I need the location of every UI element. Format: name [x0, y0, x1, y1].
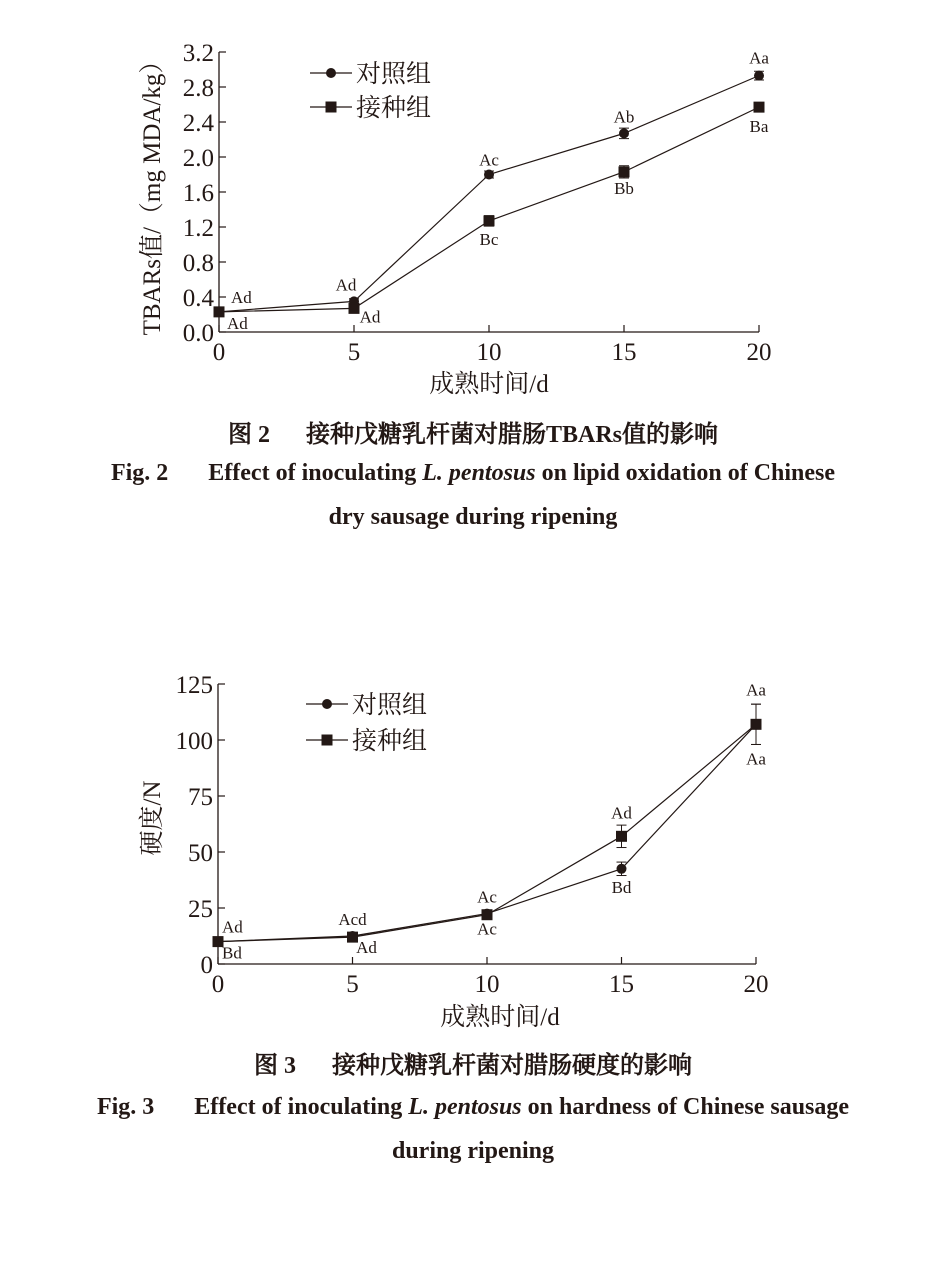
fig3-caption-en-species: L. pentosus [408, 1094, 522, 1120]
chart2-x-tick-label: 20 [743, 971, 769, 998]
chart2-series-2-data-label: Ad [611, 803, 632, 823]
chart1-series-1-data-label: Ad [231, 287, 252, 307]
chart1-series-1-point [754, 71, 764, 81]
chart1-y-tick-label: 0.0 [182, 320, 214, 347]
chart2-series-1-data-label: Ad [222, 917, 243, 937]
chart2-y-tick-label: 50 [188, 840, 213, 867]
fig3-caption-en-line2 [0, 1138, 946, 1165]
chart1-series-2-point [484, 215, 495, 226]
fig3-caption-cn-number: 图 3 [254, 1053, 296, 1079]
chart1-y-tick-label: 2.0 [182, 145, 214, 172]
chart1-x-axis-title: 成熟时间/d [429, 371, 549, 398]
chart1-series-1-point [484, 170, 494, 180]
chart1-series-2-point [349, 303, 360, 314]
fig3-caption-en-number: Fig. 3 [96, 1094, 155, 1120]
fig2-caption-cn-title: 接种戊糖乳杆菌对腊肠TBARs值的影响 [305, 422, 719, 448]
chart1-series-1-line [219, 76, 759, 312]
chart2-series-1-data-label: Ac [477, 887, 497, 907]
chart2-series-2-data-label: Ac [477, 919, 497, 939]
chart2-series-2-point [482, 909, 493, 920]
chart2-legend-marker-2 [322, 735, 333, 746]
fig3-caption-cn-title: 接种戊糖乳杆菌对腊肠硬度的影响 [332, 1053, 692, 1079]
chart2-legend-label-2: 接种组 [352, 728, 428, 755]
fig3-caption-cn [0, 1045, 946, 1080]
fig2-caption-en-text-b: on lipid oxidation of Chinese [535, 460, 836, 486]
chart2-series-2-data-label: Ad [356, 938, 377, 958]
chart2-series-2-data-label: Bd [222, 943, 242, 963]
chart1-x-tick-label: 0 [212, 339, 226, 366]
fig2-caption-en-text-a: Effect of inoculating [208, 460, 423, 486]
fig2-caption-en-number: Fig. 2 [110, 460, 169, 486]
fig3-caption-en-text-a: Effect of inoculating [194, 1094, 409, 1120]
chart2-x-tick-label: 10 [474, 971, 500, 998]
chart1-y-tick-label: 2.4 [182, 110, 214, 137]
chart1-series-2-data-label: Ad [227, 313, 248, 333]
chart1-series-2-point [619, 166, 630, 177]
chart1-series-2-data-label: Bb [614, 178, 634, 198]
chart2-x-tick-label: 15 [609, 971, 634, 998]
chart1-series-2-data-label: Bc [479, 229, 499, 249]
chart2-y-axis-title: 硬度/N [139, 780, 166, 856]
fig2-caption-en-line2 [0, 504, 946, 531]
chart2-y-tick-label: 0 [200, 952, 213, 979]
chart1-legend-marker-1 [326, 68, 336, 78]
fig2-caption-en-line2-text: dry sausage during ripening [328, 504, 618, 530]
chart2-y-tick-label: 125 [175, 672, 213, 699]
chart1-x-tick-label: 15 [611, 339, 637, 366]
chart2-series-1-point [617, 864, 627, 874]
fig2-caption-cn [0, 414, 946, 449]
chart1-y-tick-label: 0.8 [182, 250, 214, 277]
chart1-series-1-data-label: Ad [335, 275, 357, 295]
chart1-y-axis-title: TBARs值/（mg MDA/kg） [139, 48, 166, 336]
chart1-series-1-data-label: Aa [749, 48, 769, 68]
fig2-caption-en-species: L. pentosus [422, 460, 536, 486]
chart1-series-2-data-label: Ba [749, 117, 769, 137]
chart2-series-2-point [751, 719, 762, 730]
chart1-y-tick-label: 3.2 [182, 40, 214, 67]
chart1-x-tick-label: 5 [347, 339, 361, 366]
chart1-y-tick-label: 2.8 [182, 75, 214, 102]
chart1-series-2-point [214, 306, 225, 317]
chart2-x-tick-label: 0 [211, 971, 225, 998]
chart2-x-axis-title: 成熟时间/d [440, 1004, 560, 1031]
chart2-series-2-point [616, 831, 627, 842]
chart1-series-2-data-label: Ad [359, 307, 381, 327]
chart1-series-1-data-label: Ab [613, 107, 635, 127]
fig2-caption-cn-number: 图 2 [227, 422, 270, 448]
chart1-x-tick-label: 20 [746, 339, 772, 366]
chart1-series-1-data-label: Ac [479, 150, 499, 170]
chart1-legend-marker-2 [326, 102, 337, 113]
fig3-caption-en-line2-text: during ripening [391, 1138, 555, 1164]
chart2-legend-marker-1 [322, 699, 332, 709]
chart1-legend-label-1: 对照组 [356, 61, 432, 88]
chart2-y-tick-label: 100 [175, 728, 213, 755]
chart1-legend-label-2: 接种组 [356, 95, 432, 122]
chart1-series-1-point [619, 128, 629, 138]
fig3-caption-en [0, 1094, 946, 1121]
chart1-x-tick-label: 10 [476, 339, 502, 366]
chart1-y-tick-label: 1.6 [182, 180, 214, 207]
fig2-caption-en [0, 460, 946, 487]
chart2-series-1-data-label: Aa [746, 680, 766, 700]
chart2-series-1-data-label: Bd [611, 877, 632, 897]
chart2-y-tick-label: 25 [188, 896, 213, 923]
chart2-series-1-data-label: Acd [338, 910, 367, 929]
chart1-series-2-point [754, 102, 765, 113]
chart2-legend-label-1: 对照组 [352, 692, 428, 719]
chart1-y-tick-label: 1.2 [182, 215, 214, 242]
chart2-series-2-data-label: Aa [746, 749, 766, 769]
chart2-x-tick-label: 5 [346, 971, 359, 998]
fig3-caption-en-text-b: on hardness of Chinese sausage [521, 1094, 850, 1120]
chart2-y-tick-label: 75 [188, 784, 213, 811]
chart1-series-2-line [219, 107, 759, 312]
chart1-y-tick-label: 0.4 [182, 285, 214, 312]
